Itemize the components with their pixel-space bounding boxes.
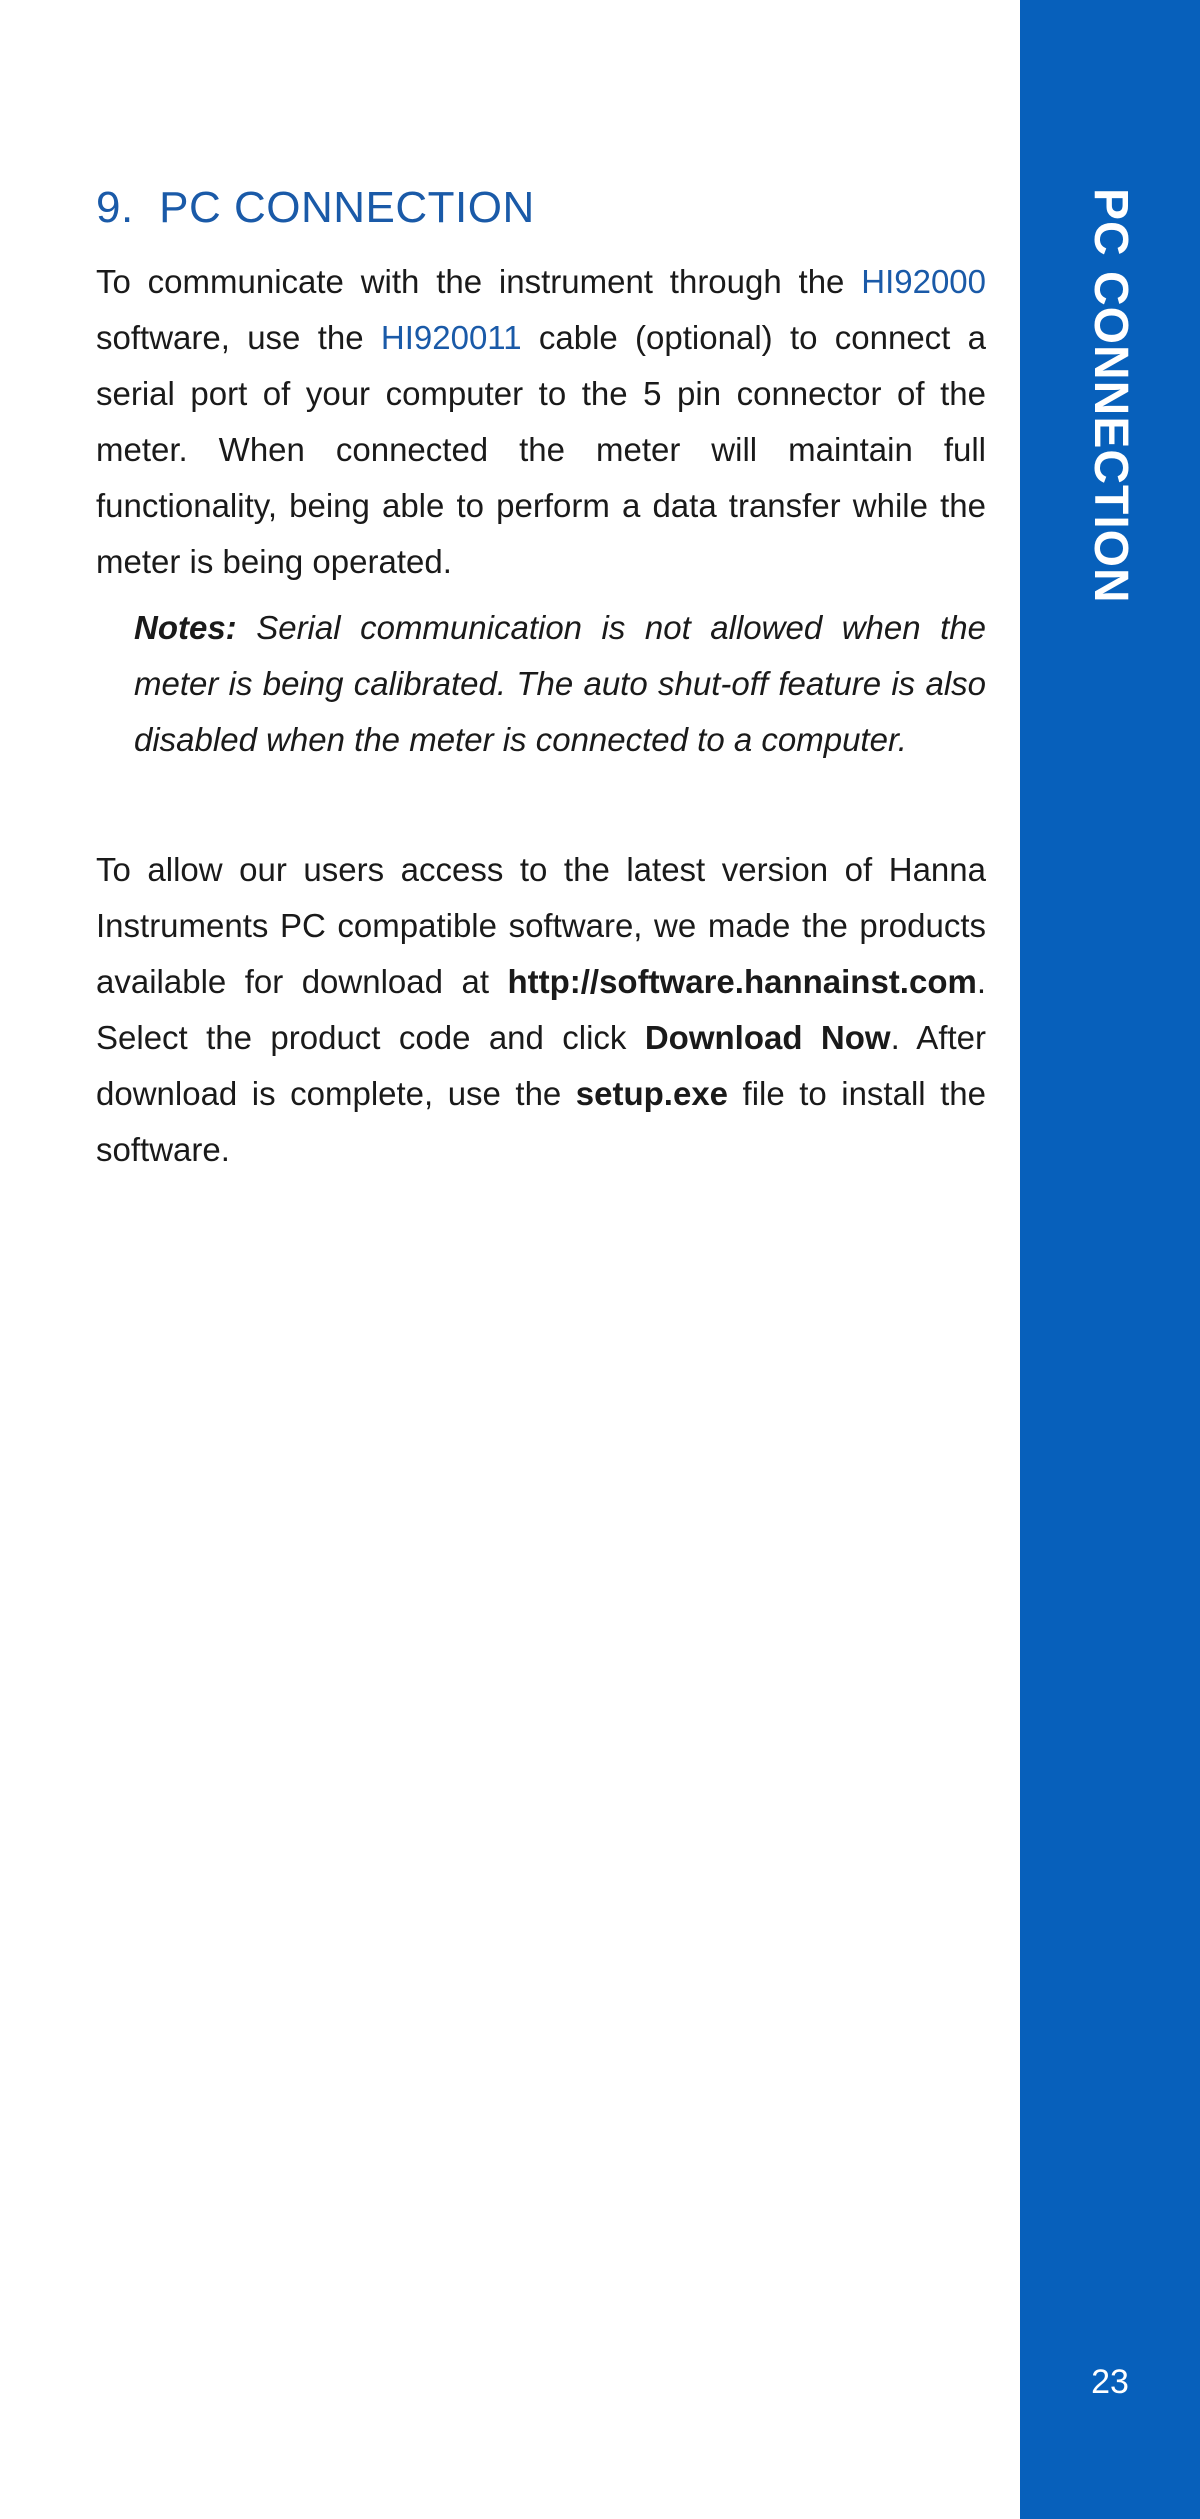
setup-file-name: setup.exe — [575, 1075, 729, 1112]
intro-text-3: cable (optional) to connect a serial port of your computer to the 5 pin connector of the meter. When connected the meter will maintain full functionality, being able to perform a data transfer while the meter is being operated. — [96, 319, 986, 580]
notes-paragraph — [134, 600, 986, 768]
section-sidebar — [1020, 0, 1200, 2519]
download-now-label: Download Now — [644, 1019, 891, 1056]
download-text-4: file to install the software. — [96, 1075, 986, 1168]
section-number: 9. — [96, 183, 134, 232]
download-url-link[interactable]: http://software.hannainst.com — [507, 963, 977, 1000]
page-number: 23 — [1091, 2363, 1129, 2401]
download-paragraph — [96, 842, 986, 1178]
download-text-1: To allow our users access to the latest version of Hanna Instruments PC compatible software, we made the products available for download at — [96, 851, 986, 1000]
intro-paragraph — [96, 254, 986, 590]
section-heading — [96, 180, 986, 236]
software-name: HI92000 — [861, 263, 986, 300]
intro-text-2: software, use the — [96, 319, 381, 356]
sidebar-section-title: PC CONNECTION — [1084, 188, 1137, 604]
notes-text: Serial communication is not allowed when the meter is being calibrated. The auto shut-off feature is also disabled when the meter is connected to a computer. — [134, 609, 986, 758]
download-text-2: . Select the product code and click — [96, 963, 986, 1056]
cable-name: HI920011 — [380, 319, 522, 356]
page-content — [96, 180, 986, 1178]
download-text-3: . After download is complete, use the — [96, 1019, 986, 1112]
section-title: PC CONNECTION — [159, 183, 535, 232]
intro-text-1: To communicate with the instrument through the — [96, 263, 862, 300]
notes-label: Notes: — [134, 609, 237, 646]
